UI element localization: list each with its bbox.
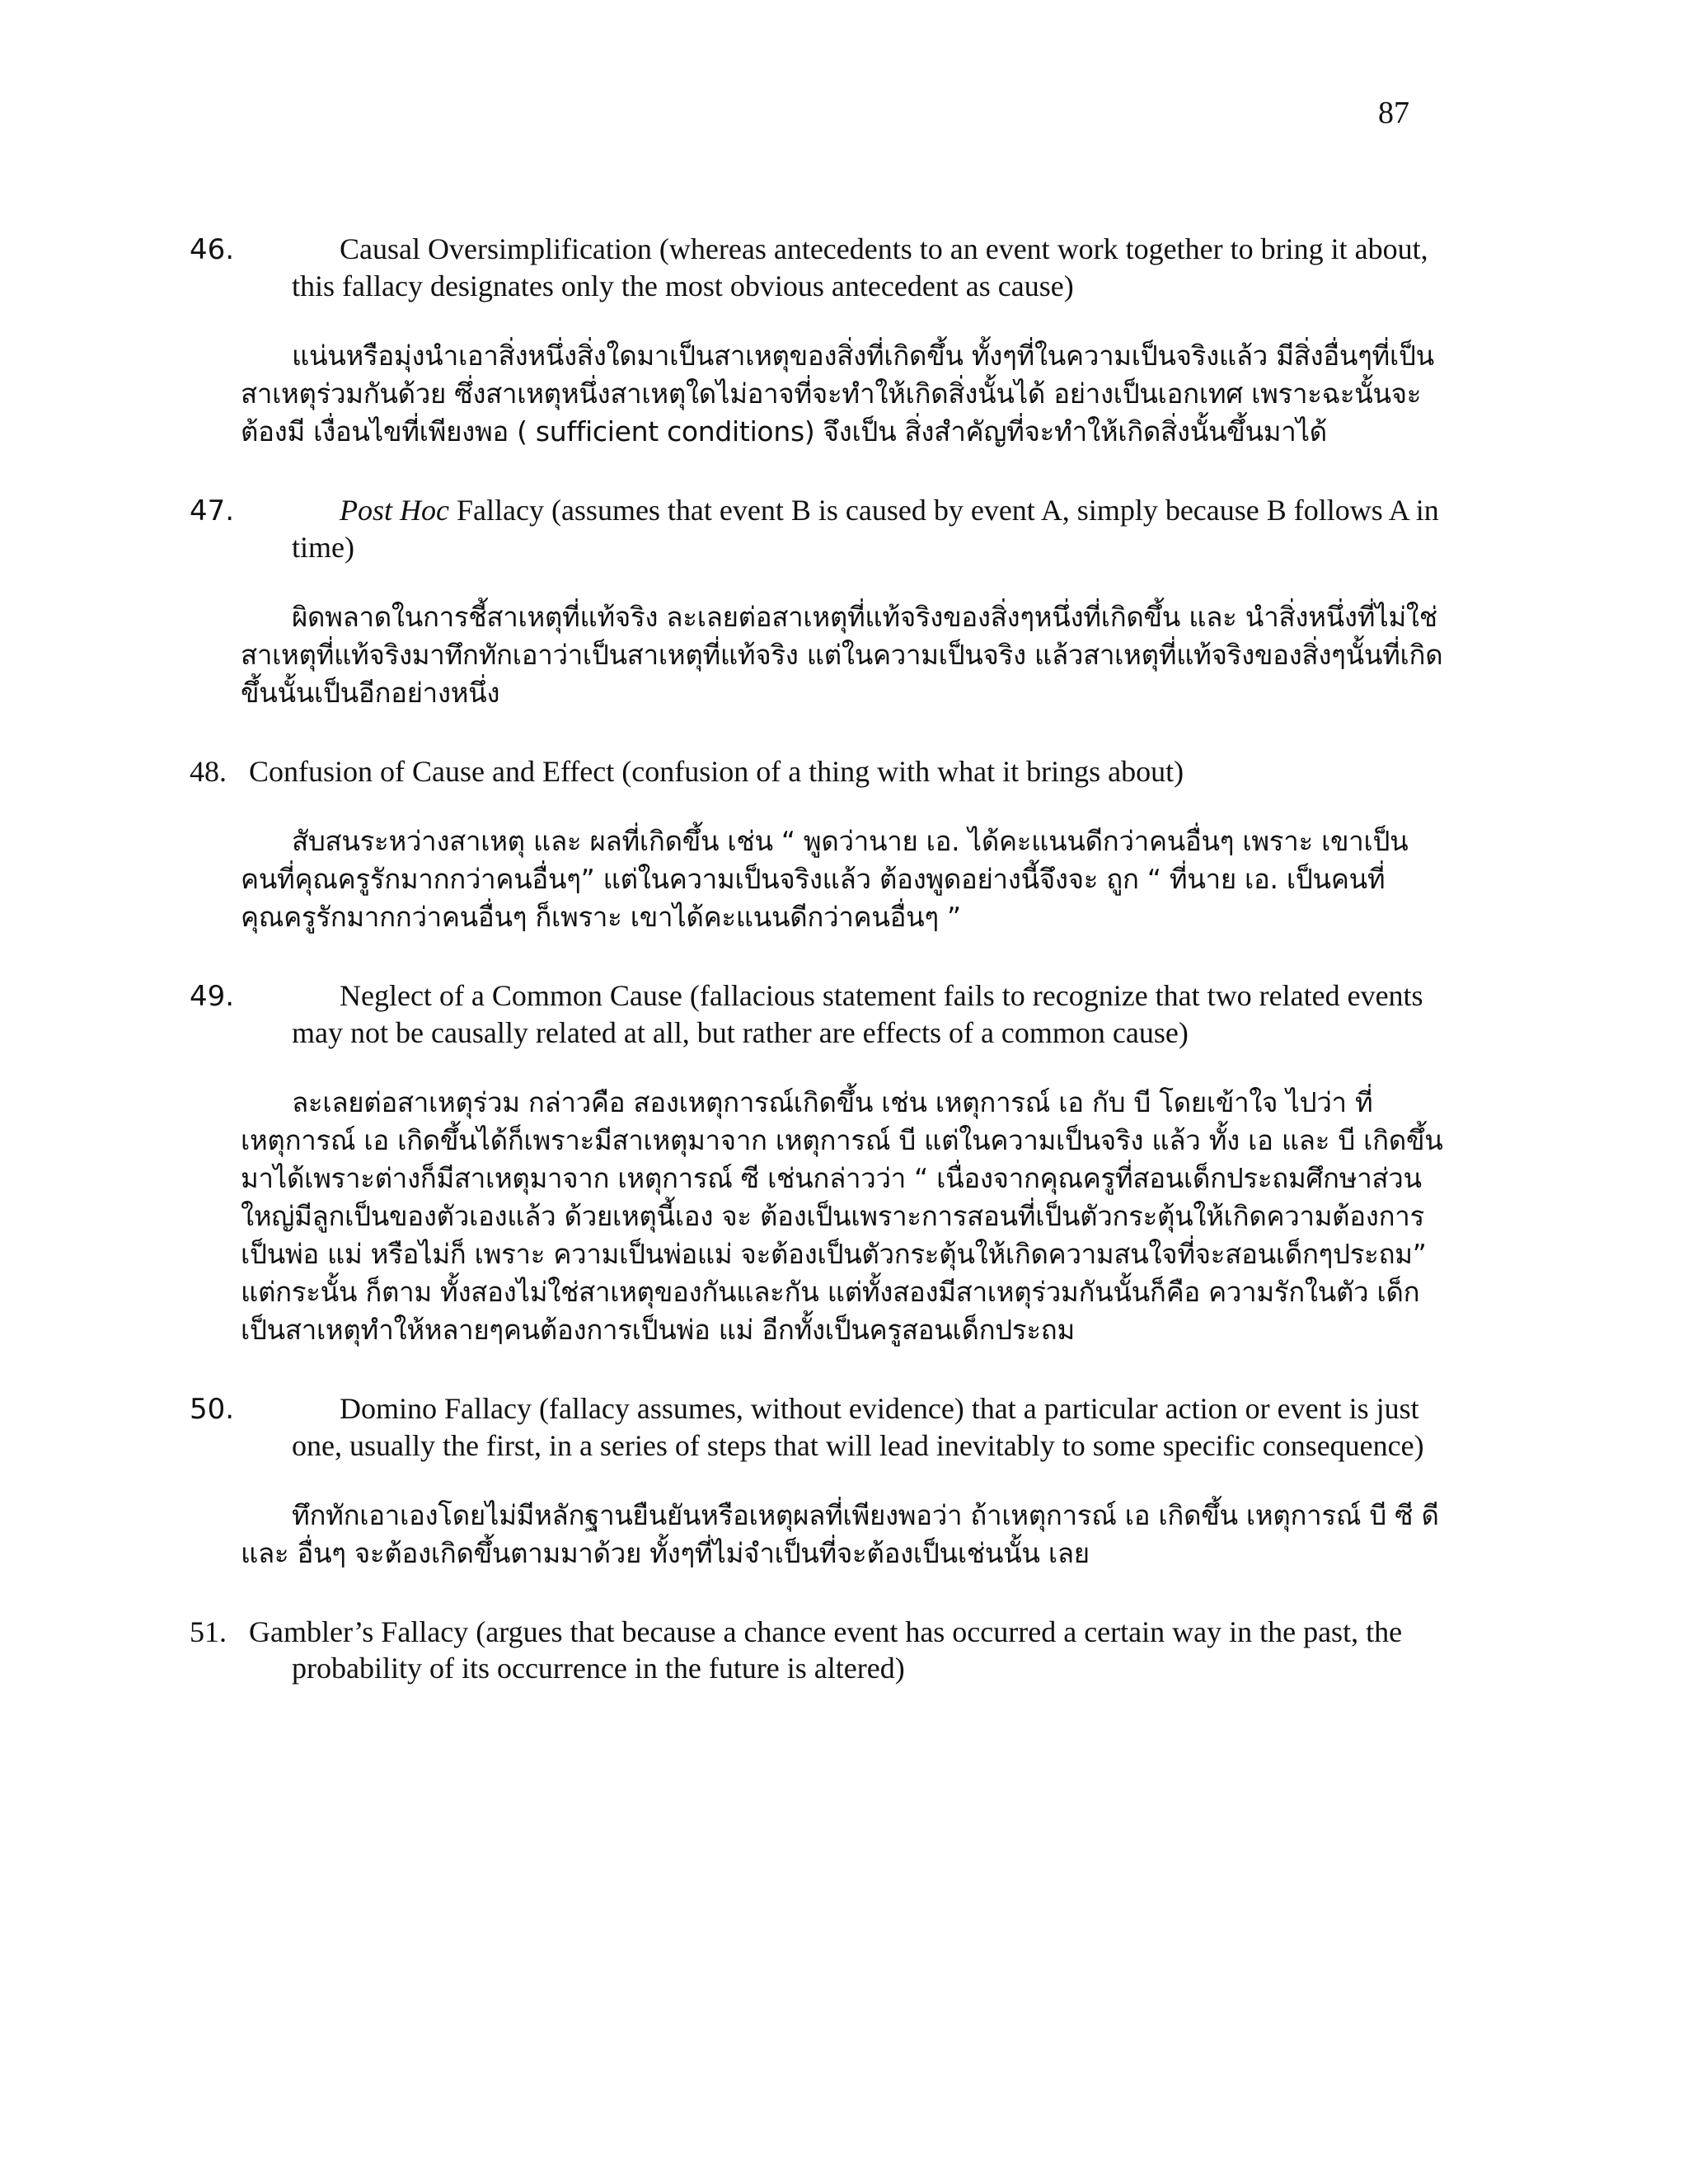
entry-50-thai-text: ทึกทักเอาเองโดยไม่มีหลักฐานยืนยันหรือเหตุผลที่เพียงพอว่า ถ้าเหตุการณ์ เอ เกิดขึ้น เหตุการณ์ บี ซี ดี และ อื่นๆ จะต้องเกิดขึ้นตามมาด้วย ทั้งๆที่ไม่จำเป็นที่จะต้องเป็นเช่นนั้น เลย xyxy=(241,1499,1439,1569)
entry-50-term: Domino Fallacy xyxy=(340,1392,532,1425)
entry-47-number: 47. xyxy=(190,494,235,527)
entry-49-description: (fallacious statement fails to recognize that two related events may not be causally related at all, but rather are effects of a common cause) xyxy=(292,979,1423,1049)
entry-48-description: (confusion of a thing with what it brings about) xyxy=(614,755,1184,788)
entry-47-term-rest: Fallacy xyxy=(448,494,544,527)
entry-48-heading: 48. Confusion of Cause and Effect (confusion of a thing with what it brings about) xyxy=(190,755,1184,788)
entry-51-term: Gambler’s Fallacy xyxy=(249,1615,469,1648)
entry-46-description: (whereas antecedents to an event work together to bring it about, this fallacy designates only the most obvious antecedent as cause) xyxy=(292,232,1428,302)
entry-51-heading: 51. Gambler’s Fallacy (argues that because a chance event has occurred a certain way in the past, the probability of its occurrence in the future is altered) xyxy=(190,1615,1403,1685)
entry-49-thai-text: ละเลยต่อสาเหตุร่วม กล่าวคือ สองเหตุการณ์เกิดขึ้น เช่น เหตุการณ์ เอ กับ บี โดยเข้าใจ ไปว่า ที่เหตุการณ์ เอ เกิดขึ้นได้ก็เพราะมีสาเหตุมาจาก เหตุการณ์ บี แต่ในความเป็นจริง แล้ว ทั้ง เอ และ บี เกิดขึ้นมาได้เพราะต่างก็มีสาเหตุมาจาก เหตุการณ์ ซี เช่นกล่าวว่า “ เนื่องจากคุณครูที่สอนเด็กประถมศึกษาส่วนใหญ่มีลูกเป็นของตัวเองแล้ว ด้วยเหตุนี้เอง จะ ต้องเป็นเพราะการสอนที่เป็นตัวกระตุ้นให้เกิดความต้องการเป็นพ่อ แม่ หรือไม่ก็ เพราะ ความเป็นพ่อแม่ จะต้องเป็นตัวกระตุ้นให้เกิดความสนใจที่จะสอนเด็กๆประถม” แต่กระนั้น ก็ตาม ทั้งสองไม่ใช่สาเหตุของกันและกัน แต่ทั้งสองมีสาเหตุร่วมกันนั้นก็คือ ความรักในตัว เด็ก เป็นสาเหตุทำให้หลายๆคนต้องการเป็นพ่อ แม่ อีกทั้งเป็นครูสอนเด็กประถม xyxy=(241,1086,1443,1346)
entry-46-heading xyxy=(190,231,1444,304)
entry-50-heading xyxy=(190,1390,1444,1464)
page-number: 87 xyxy=(1378,96,1409,130)
entry-46-term: Causal Oversimplification xyxy=(340,232,652,265)
entry-47-thai-text: ผิดพลาดในการชี้สาเหตุที่แท้จริง ละเลยต่อสาเหตุที่แท้จริงของสิ่งๆหนึ่งที่เกิดขึ้น และ นำสิ่งหนึ่งที่ไม่ใช่สาเหตุที่แท้จริงมาทึกทักเอาว่าเป็นสาเหตุที่แท้จริง แต่ในความเป็นจริง แล้วสาเหตุที่แท้จริงของสิ่งๆนั้นที่เกิดขึ้นนั้นเป็นอีกอย่างหนึ่ง xyxy=(241,601,1443,709)
entry-47-description: (assumes that event B is caused by event A, simply because B follows A in time) xyxy=(292,494,1439,564)
entry-50-number: 50. xyxy=(190,1393,235,1426)
document-body xyxy=(190,231,1444,1686)
entry-49-number: 49. xyxy=(190,980,235,1013)
entry-46-thai-text: แน่นหรือมุ่งนำเอาสิ่งหนึ่งสิ่งใดมาเป็นสาเหตุของสิ่งที่เกิดขึ้น ทั้งๆที่ในความเป็นจริงแล้ว มีสิ่งอื่นๆที่เป็นสาเหตุร่วมกันด้วย ซึ่งสาเหตุหนึ่งสาเหตุใดไม่อาจที่จะทำให้เกิดสิ่งนั้นได้ อย่างเป็นเอกเทศ เพราะฉะนั้นจะต้องมี เงื่อนไขที่เพียงพอ ( sufficient conditions) จึงเป็น สิ่งสำคัญที่จะทำให้เกิดสิ่งนั้นขึ้นมาได้ xyxy=(241,340,1434,448)
entry-48-thai-text: สับสนระหว่างสาเหตุ และ ผลที่เกิดขึ้น เช่น “ พูดว่านาย เอ. ได้คะแนนดีกว่าคนอื่นๆ เพราะ เขาเป็นคนที่คุณครูรักมากกว่าคนอื่นๆ” แต่ในความเป็นจริงแล้ว ต้องพูดอย่างนี้จึงจะ ถูก “ ที่นาย เอ. เป็นคนที่คุณครูรักมากกว่าคนอื่นๆ ก็เพราะ เขาได้คะแนนดีกว่าคนอื่นๆ ” xyxy=(241,825,1409,933)
entry-49-term: Neglect of a Common Cause xyxy=(340,979,682,1012)
entry-51-description: (argues that because a chance event has occurred a certain way in the past, the probability of its occurrence in the future is altered) xyxy=(292,1615,1403,1685)
entry-47-term: Post Hoc xyxy=(340,494,449,527)
entry-46-number: 46. xyxy=(190,233,235,266)
entry-49-heading xyxy=(190,977,1444,1051)
entry-48-term: Confusion of Cause and Effect xyxy=(249,755,615,788)
entry-47-heading xyxy=(190,492,1444,565)
entry-50-description: (fallacy assumes, without evidence) that a particular action or event is just one, usually the first, in a series of steps that will lead inevitably to some specific consequence) xyxy=(292,1392,1424,1462)
